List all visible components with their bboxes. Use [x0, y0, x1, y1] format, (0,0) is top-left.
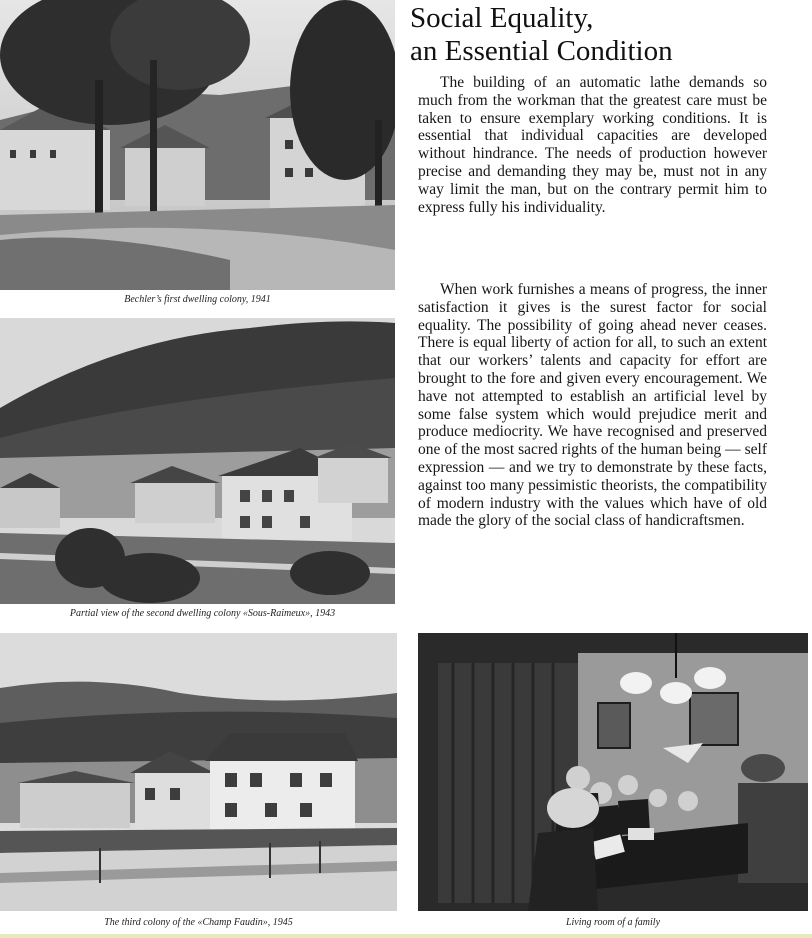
photo-first-dwelling-colony: [0, 0, 395, 290]
caption-first-colony: Bechler’s first dwelling colony, 1941: [124, 294, 271, 305]
photo-living-room: [418, 633, 808, 911]
article-title-line-2: an Essential Condition: [410, 35, 673, 67]
photo-second-dwelling-colony: [0, 318, 395, 604]
photo-first-colony-image: [0, 0, 395, 290]
photo-third-colony-image: [0, 633, 397, 911]
article-title-line-1: Social Equality,: [410, 2, 594, 34]
photo-living-room-image: [418, 633, 808, 911]
photo-second-colony-image: [0, 318, 395, 604]
page-bottom-edge: [0, 934, 812, 938]
caption-second-colony: Partial view of the second dwelling colony «Sous-Raimeux», 1943: [69, 608, 336, 619]
photo-third-dwelling-colony: [0, 633, 397, 911]
article-paragraph-1: The building of an automatic lathe demands so much from the workman that the greatest care must be taken to ensure exemplary working conditions. It is essential that individual capacities are developed without hindrance. The needs of production however precise and demanding they may be, must not in any way limit the man, but on the contrary permit him to express fully his individuality.: [418, 74, 767, 216]
caption-living-room: Living room of a family: [565, 917, 661, 928]
caption-third-colony: The third colony of the «Champ Faudin», 1945: [104, 917, 293, 928]
article-title: [410, 2, 806, 68]
article-paragraph-2: When work furnishes a means of progress, the inner satisfaction it gives is the surest factor for social equality. The possibility of going ahead never ceases. There is equal liberty of action for all, to such an extent that our workers’ talents and capacity for effort are brought to the fore and given every encouragement. We have not attempted to establish an artificial level by some false system which would prejudice merit and produce mediocrity. We have recognised and preserved one of the most sacred rights of the human being — self expression — and we try to demonstrate by these facts, against too many pessimistic theorists, the compatibility of modern industry with the values which have of old made the glory of the social class of handicraftsmen.: [418, 281, 767, 530]
